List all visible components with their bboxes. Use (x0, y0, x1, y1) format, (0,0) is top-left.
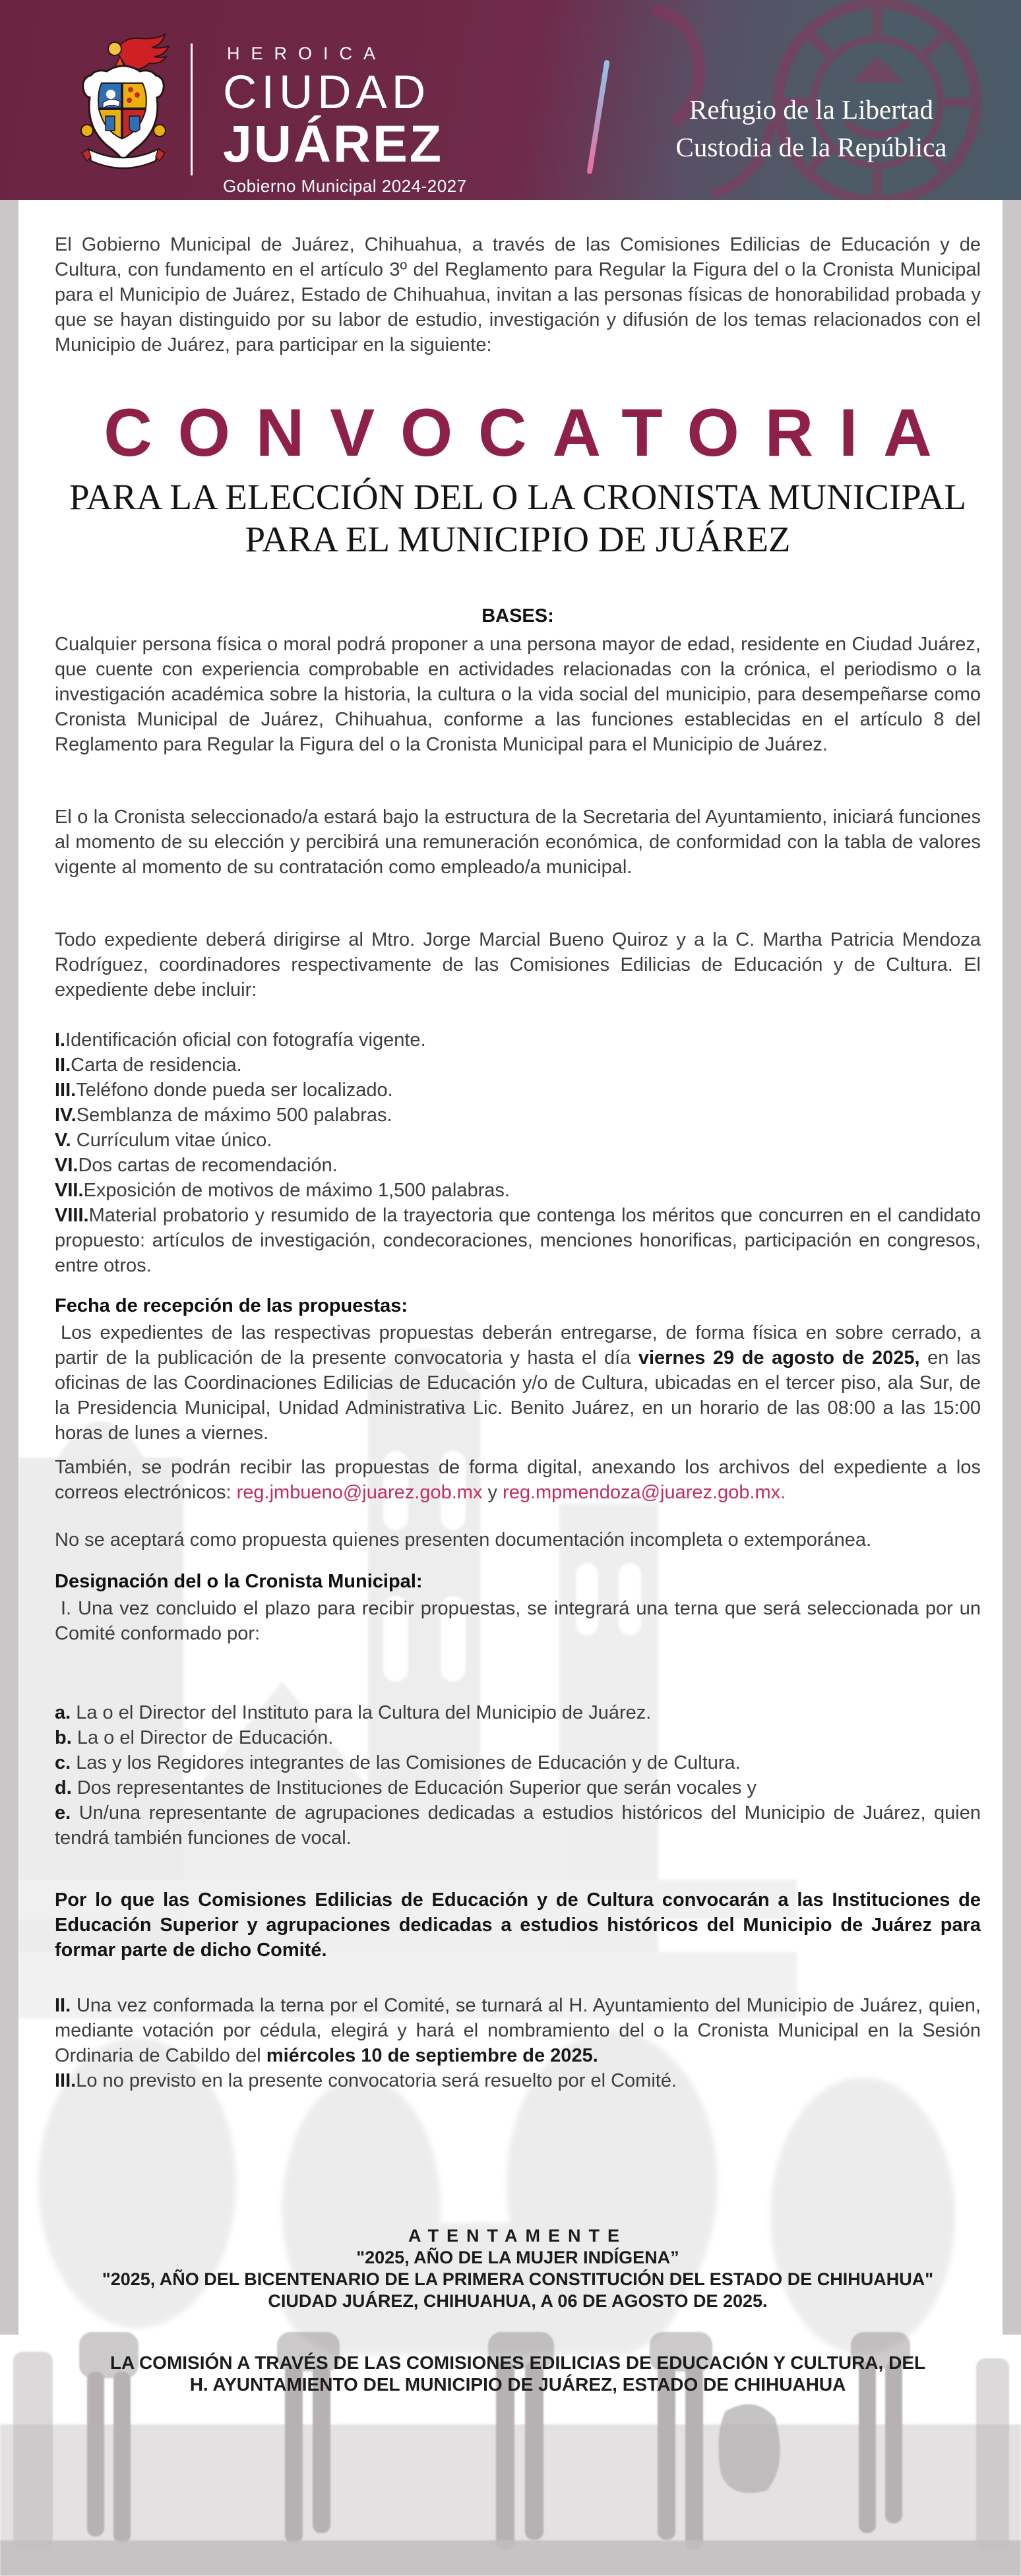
committee-members-list (55, 1700, 981, 1851)
closing-block (55, 2225, 981, 2312)
slogan-line-1: Refugio de la Libertad (689, 94, 933, 125)
closing-year-line-2: "2025, AÑO DEL BICENTENARIO DE LA PRIMERA CONSTITUCIÓN DEL ESTADO DE CHIHUAHUA" (102, 2269, 934, 2289)
subtitle-line-2: PARA EL MUNICIPIO DE JUÁREZ (245, 519, 791, 559)
requirement-item: V. Currículum vitae único. (55, 1130, 272, 1151)
page-title: CONVOCATORIA (104, 395, 958, 470)
session-date: miércoles 10 de septiembre de 2025. (266, 2045, 598, 2066)
header-banner (0, 0, 1021, 200)
designation-item-1: I. Una vez concluido el plazo para recibir propuestas, se integrará una terna que será seleccionada por un Comité conformado por: (55, 1598, 981, 1644)
committee-member-item: d. Dos representantes de Instituciones de Educación Superior que serán vocales y (55, 1777, 757, 1798)
closing-atentamente: ATENTAMENTE (408, 2226, 627, 2246)
bottom-gray-band (0, 2540, 1021, 2576)
committee-signature (55, 2352, 981, 2395)
bases-paragraph-3: Todo expediente deberá dirigirse al Mtro. Jorge Marcial Bueno Quiroz y a la C. Martha Patricia Mendoza Rodríguez, coordinadores respectivamente de las Comisiones Edilicias de Educación y de Cultura. El expediente debe incluir: (55, 929, 981, 1000)
requirement-item: VI.Dos cartas de recomendación. (55, 1155, 338, 1176)
closing-date-line: CIUDAD JUÁREZ, CHIHUAHUA, A 06 DE AGOSTO DE 2025. (268, 2291, 768, 2311)
designation-item-2: II. Una vez conformada la terna por el Comité, se turnará al H. Ayuntamiento del Municipio de Juárez, quien, mediante votación por cédula, elegirá y hará el nombramiento del o la Cronista Municipal en la Sesión Ordinaria de Cabildo del miércoles 10 de septiembre de 2025. (55, 1995, 981, 2066)
left-gutter (0, 200, 18, 2335)
page-subtitle (55, 476, 981, 561)
designation-items-2-3 (55, 1993, 981, 2093)
committee-member-item: a. La o el Director del Instituto para la Cultura del Municipio de Juárez. (55, 1702, 652, 1723)
committee-member-item: c. Las y los Regidores integrantes de las Comisiones de Educación y de Cultura. (55, 1752, 741, 1773)
requirement-item: VIII.Material probatorio y resumido de la trayectoria que contenga los méritos que concurren en el candidato propuesto: artículos de investigación, condecoraciones, menciones honorificas, participación en congresos, entre otros. (55, 1205, 981, 1276)
right-gutter (1003, 200, 1021, 2335)
committee-callout: Por lo que las Comisiones Edilicias de Educación y de Cultura convocarán a las Instituciones de Educación Superior y agrupaciones dedicadas a estudios históricos del Municipio de Juárez para formar parte de dicho Comité. (55, 1889, 981, 1961)
designation-item-3: III.Lo no previsto en la presente convocatoria será resuelto por el Comité. (55, 2070, 677, 2091)
government-term-label: Gobierno Municipal 2024-2027 (223, 176, 467, 196)
rejection-note: No se aceptará como propuesta quienes presenten documentación incompleta o extemporánea. (55, 1529, 872, 1550)
ciudad-label: CIUDAD (223, 67, 431, 119)
reception-heading: Fecha de recepción de las propuestas: (55, 1295, 408, 1316)
bases-paragraph-1: Cualquier persona física o moral podrá proponer a una persona mayor de edad, residente en Ciudad Juárez, que cuente con experiencia comprobable en actividades relacionadas con la crónica, el periodismo o la investigación académica sobre la historia, la cultura o la vida social del municipio, para desempeñarse como Cronista Municipal de Juárez, Chihuahua, conforme a las funciones establecidas en el artículo 8 del Reglamento para Regular la Figura del o la Cronista Municipal para el Municipio de Juárez. (55, 634, 981, 755)
designation-heading: Designación del o la Cronista Municipal: (55, 1571, 423, 1592)
reception-paragraph: Los expedientes de las respectivas propuestas deberán entregarse, de forma física en sobre cerrado, a partir de la publicación de la presente convocatoria y hasta el día viernes 29 de agosto de 2025, en las oficinas de las Coordinaciones Edilicias de Educación y/o de Cultura, ubicadas en el tercer piso, ala Sur, de la Presidencia Municipal, Unidad Administrativa Lic. Benito Juárez, en un horario de las 08:00 a las 15:00 horas de lunes a viernes. (55, 1322, 981, 1444)
email-link-2[interactable]: reg.mpmendoza@juarez.gob.mx. (503, 1482, 786, 1503)
requirement-item: II.Carta de residencia. (55, 1055, 242, 1076)
digital-submission-paragraph: También, se podrán recibir las propuestas de forma digital, anexando los archivos del expediente a los correos electrónicos: reg.jmbueno@juarez.gob.mx y reg.mpmendoza@juarez.gob.mx. (55, 1457, 981, 1503)
subtitle-line-1: PARA LA ELECCIÓN DEL O LA CRONISTA MUNICIPAL (69, 477, 967, 517)
slogan-line-2: Custodia de la República (675, 132, 947, 162)
city-logo-lockup (223, 44, 592, 197)
deadline-date: viernes 29 de agosto de 2025, (638, 1347, 920, 1368)
committee-signature-line-1: LA COMISIÓN A TRAVÉS DE LAS COMISIONES EDILICIAS DE EDUCACIÓN Y CULTURA, DEL (109, 2352, 926, 2373)
bases-heading: BASES: (481, 605, 554, 627)
requirements-list (55, 1027, 981, 1278)
requirement-item: IV.Semblanza de máximo 500 palabras. (55, 1105, 392, 1126)
bases-paragraph-2: El o la Cronista seleccionado/a estará bajo la estructura de la Secretaria del Ayuntamiento, iniciará funciones al momento de su elección y percibirá una remuneración económica, de conformidad con la tabla de valores vigente al momento de su contratación como empleado/a municipal. (55, 807, 981, 878)
intro-paragraph: El Gobierno Municipal de Juárez, Chihuahua, a través de las Comisiones Edilicias de Educación y de Cultura, con fundamento en el artículo 3º del Reglamento para Regular la Figura del o la Cronista Municipal para el Municipio de Juárez, Estado de Chihuahua, invitan a las personas físicas de honorabilidad probada y que se hayan distinguido por su labor de estudio, investigación y difusión de los temas relacionados con el Municipio de Juárez, para participar en la siguiente: (55, 234, 981, 355)
juarez-label: JUÁREZ (223, 114, 444, 173)
logo-divider-line (191, 44, 193, 175)
committee-signature-line-2: H. AYUNTAMIENTO DEL MUNICIPIO DE JUÁREZ, ESTADO DE CHIHUAHUA (189, 2374, 846, 2395)
email-link-1[interactable]: reg.jmbueno@juarez.gob.mx (236, 1482, 483, 1503)
requirement-item: VII.Exposición de motivos de máximo 1,500 palabras. (55, 1180, 510, 1201)
city-slogan (623, 91, 999, 166)
closing-year-line-1: "2025, AÑO DE LA MUJER INDÍGENA” (356, 2248, 679, 2267)
city-crest-icon (77, 32, 170, 177)
requirement-item: I.Identificación oficial con fotografía vigente. (55, 1029, 426, 1051)
committee-member-item: b. La o el Director de Educación. (55, 1727, 334, 1748)
committee-member-item: e. Un/una representante de agrupaciones dedicadas a estudios históricos del Municipio de Juárez, quien tendrá también funciones de vocal. (55, 1802, 981, 1849)
heroica-label: HEROICA (227, 44, 387, 63)
requirement-item: III.Teléfono donde pueda ser localizado. (55, 1080, 393, 1101)
